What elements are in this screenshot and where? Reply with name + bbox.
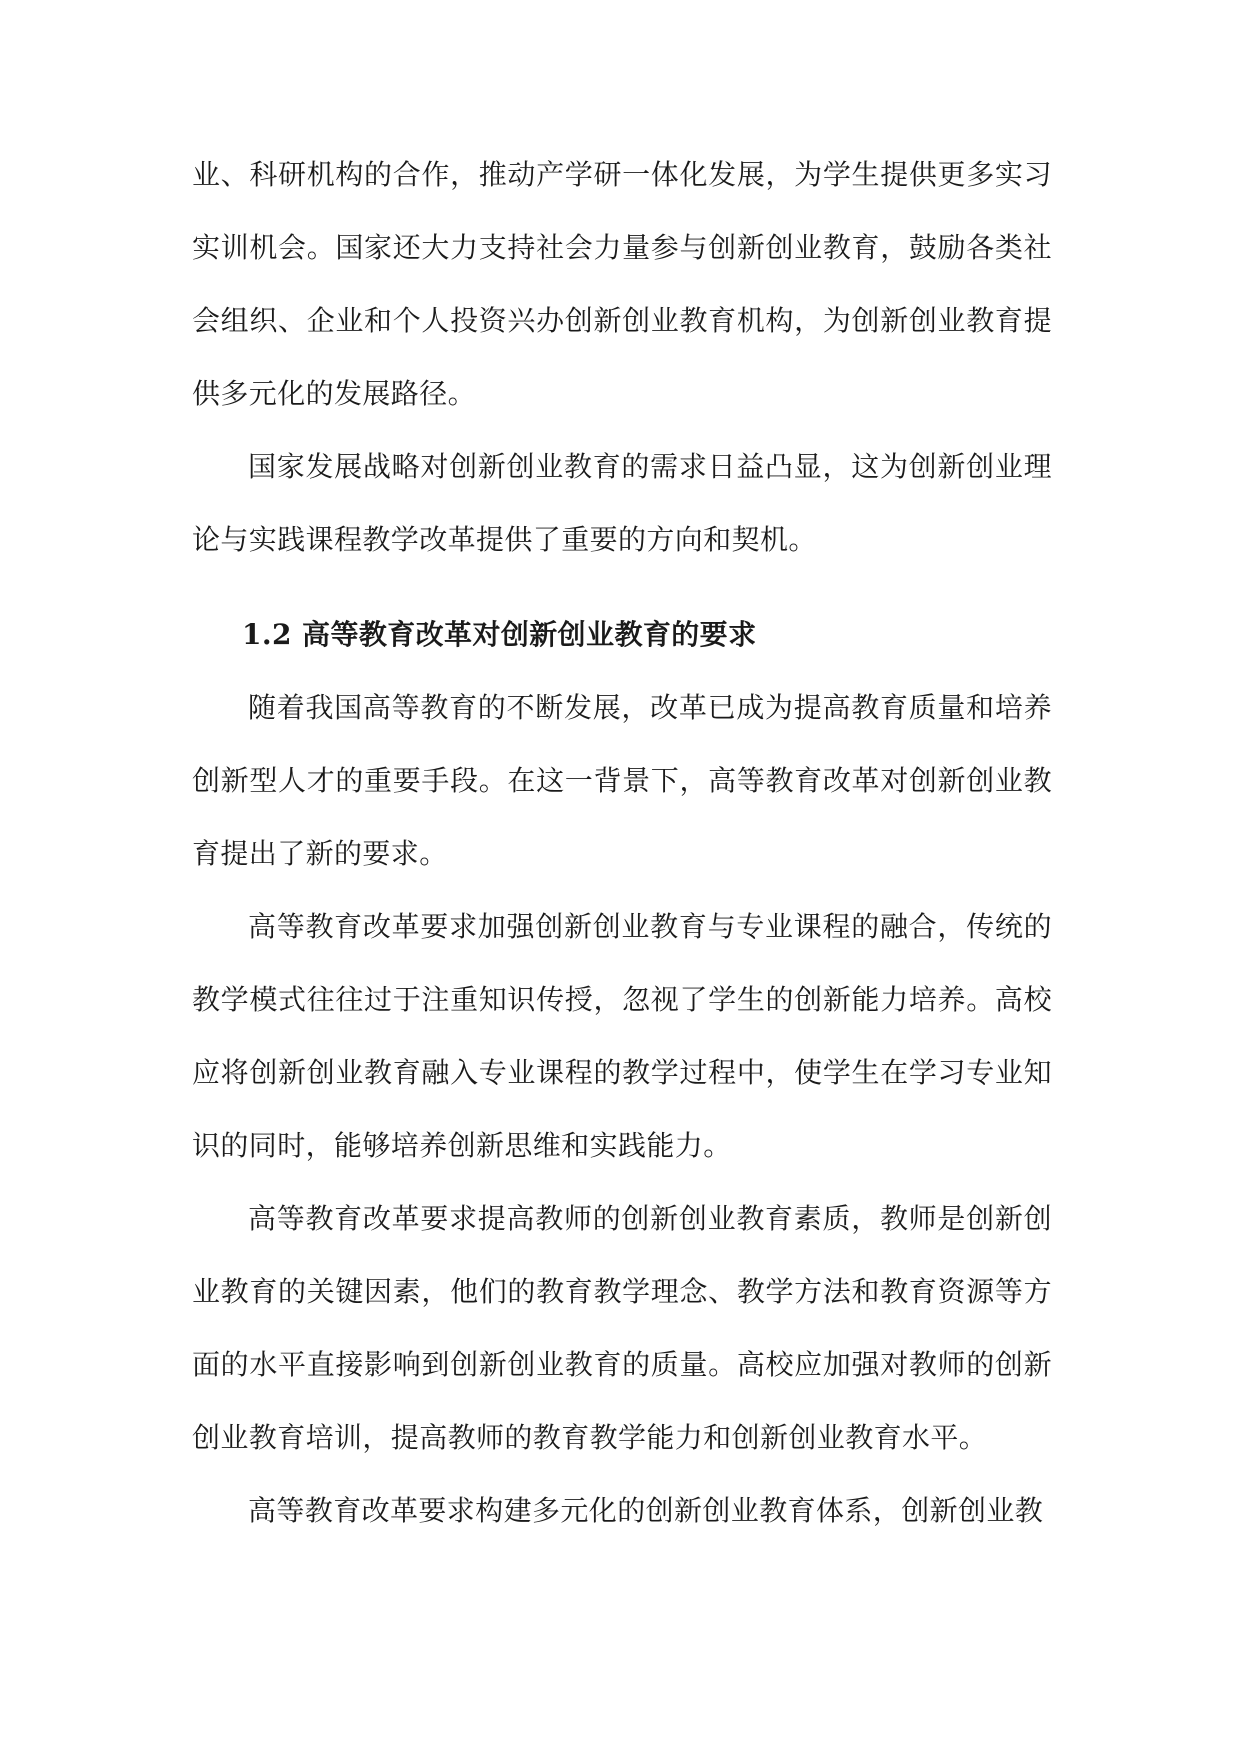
body-paragraph: 随着我国高等教育的不断发展，改革已成为提高教育质量和培养创新型人才的重要手段。在这一背景下，高等教育改革对创新创业教育提出了新的要求。 (192, 691, 1052, 870)
body-paragraph-continued: 业、科研机构的合作，推动产学研一体化发展，为学生提供更多实习实训机会。国家还大力支持社会力量参与创新创业教育，鼓励各类社会组织、企业和个人投资兴办创新创业教育机构，为创新创业教育提供多元化的发展路径。 (192, 158, 1052, 410)
body-paragraph-truncated: 高等教育改革要求构建多元化的创新创业教育体系，创新创业教 (248, 1494, 1044, 1527)
body-paragraph: 国家发展战略对创新创业教育的需求日益凸显，这为创新创业理论与实践课程教学改革提供了重要的方向和契机。 (192, 450, 1052, 556)
body-paragraph: 高等教育改革要求加强创新创业教育与专业课程的融合，传统的教学模式往往过于注重知识传授，忽视了学生的创新能力培养。高校应将创新创业教育融入专业课程的教学过程中，使学生在学习专业知识的同时，能够培养创新思维和实践能力。 (192, 910, 1052, 1162)
section-heading: 1.2 高等教育改革对创新创业教育的要求 (242, 618, 757, 651)
body-paragraph: 高等教育改革要求提高教师的创新创业教育素质，教师是创新创业教育的关键因素，他们的教育教学理念、教学方法和教育资源等方面的水平直接影响到创新创业教育的质量。高校应加强对教师的创新创业教育培训，提高教师的教育教学能力和创新创业教育水平。 (192, 1202, 1052, 1454)
document-page (192, 138, 1052, 1547)
